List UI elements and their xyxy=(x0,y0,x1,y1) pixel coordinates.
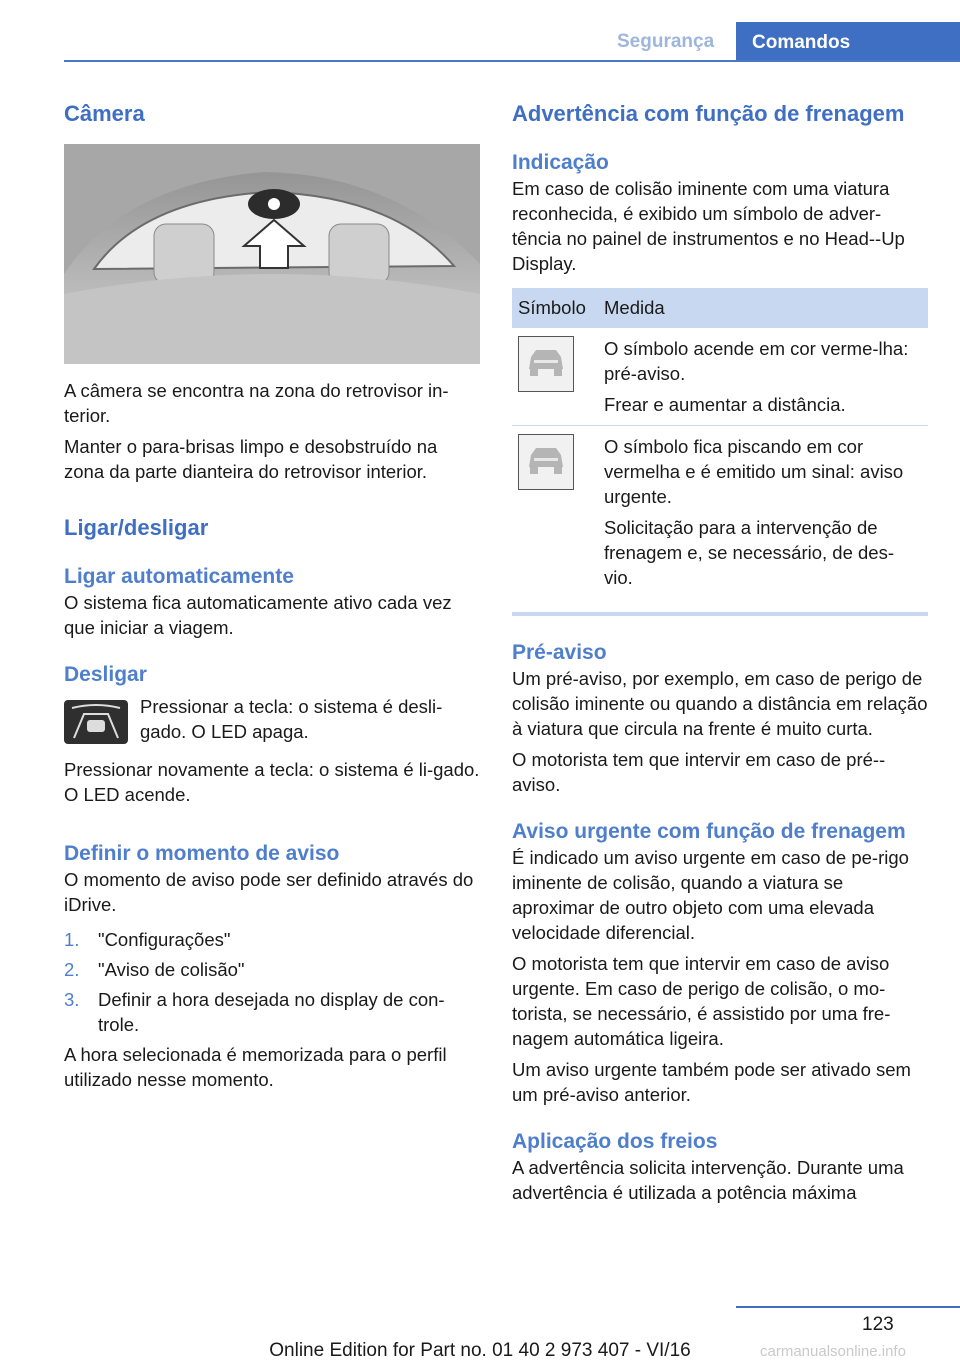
symbol-table xyxy=(512,288,928,598)
car-warning-symbol-icon xyxy=(518,336,574,392)
page-number: 123 xyxy=(862,1314,894,1335)
step-text: Definir a hora desejada no display de con-trole. xyxy=(98,989,445,1035)
collision-warning-button-icon xyxy=(64,700,128,744)
table-header-symbol: Símbolo xyxy=(512,288,598,328)
table-header-measure: Medida xyxy=(598,288,928,328)
car-warning-symbol-icon xyxy=(518,434,574,490)
table-row xyxy=(512,426,928,599)
camera-location-photo xyxy=(64,144,480,364)
step-3 xyxy=(64,987,480,1037)
urgent-warning-paragraph-2: O motorista tem que intervir em caso de aviso urgente. Em caso de perigo de colisão, o mo-torista, se necessário, é assistido por uma fre-nagem automática ligeira. xyxy=(512,953,891,1049)
auto-on-paragraph: O sistema fica automaticamente ativo cada vez que iniciar a viagem. xyxy=(64,592,452,638)
brake-warning-heading: Advertência com função de frenagem xyxy=(512,101,905,126)
table-row xyxy=(512,328,928,426)
warning-time-paragraph: O momento de aviso pode ser definido através do iDrive. xyxy=(64,869,474,915)
row2-text-a: O símbolo fica piscando em cor vermelha e é emitido um sinal: aviso urgente. xyxy=(604,436,904,507)
indication-paragraph: Em caso de colisão iminente com uma viatura reconhecida, é exibido um símbolo de adver-tência no painel de instrumentos e no Head--Up Display. xyxy=(512,178,905,274)
switch-off-paragraph-1: Pressionar a tecla: o sistema é desli-gado. O LED apaga. xyxy=(140,696,443,742)
step-1 xyxy=(64,927,480,952)
pre-warning-heading: Pré-aviso xyxy=(512,641,607,664)
table-bottom-rule xyxy=(512,612,928,616)
warning-time-heading: Definir o momento de aviso xyxy=(64,842,340,865)
on-off-heading: Ligar/desligar xyxy=(64,515,209,540)
brake-application-heading: Aplicação dos freios xyxy=(512,1130,718,1153)
header-section-label: Segurança xyxy=(617,31,715,52)
switch-off-paragraph-2: Pressionar novamente a tecla: o sistema é li-gado. O LED acende. xyxy=(64,759,480,805)
switch-off-row xyxy=(64,694,480,749)
row1-text-b: Frear e aumentar a distância. xyxy=(604,394,846,415)
urgent-warning-paragraph-3: Um aviso urgente também pode ser ativado sem um pré-aviso anterior. xyxy=(512,1059,911,1105)
footer-rule xyxy=(736,1306,960,1308)
header-chapter-tab: Comandos xyxy=(736,22,960,62)
step-2 xyxy=(64,957,480,982)
left-column xyxy=(64,100,480,1092)
urgent-warning-paragraph-1: É indicado um aviso urgente em caso de pe-rigo iminente de colisão, quando a viatura se aproximar de outro objeto com uma elevada velocidade diferencial. xyxy=(512,847,909,943)
step-number: 1. xyxy=(64,929,80,950)
indication-heading: Indicação xyxy=(512,151,609,174)
camera-heading: Câmera xyxy=(64,101,145,126)
row2-text-b: Solicitação para a intervenção de frenagem e, se necessário, de des-vio. xyxy=(604,517,894,588)
step-text: "Aviso de colisão" xyxy=(98,959,245,980)
watermark: carmanualsonline.info xyxy=(760,1343,906,1360)
warning-time-paragraph-2: A hora selecionada é memorizada para o perfil utilizado nesse momento. xyxy=(64,1044,447,1090)
table-header-row xyxy=(512,288,928,328)
pre-warning-paragraph-1: Um pré-aviso, por exemplo, em caso de perigo de colisão iminente ou quando a distância em relação à viatura que circula na frente é muito curta. xyxy=(512,668,928,739)
brake-application-paragraph: A advertência solicita intervenção. Durante uma advertência é utilizada a potência máxima xyxy=(512,1157,904,1203)
header-rule xyxy=(64,60,960,62)
car-interior-illustration xyxy=(64,144,480,364)
urgent-warning-heading: Aviso urgente com função de frenagem xyxy=(512,820,906,843)
step-number: 2. xyxy=(64,959,80,980)
camera-paragraph-1: A câmera se encontra na zona do retrovisor in-terior. xyxy=(64,380,449,426)
camera-paragraph-2: Manter o para-brisas limpo e desobstruído na zona da parte dianteira do retrovisor interior. xyxy=(64,436,438,482)
row1-text-a: O símbolo acende em cor verme-lha: pré-aviso. xyxy=(604,338,909,384)
switch-off-heading: Desligar xyxy=(64,663,147,686)
steps-list xyxy=(64,927,480,1037)
auto-on-heading: Ligar automaticamente xyxy=(64,565,294,588)
step-text: "Configurações" xyxy=(98,929,231,950)
right-column xyxy=(512,100,928,1205)
pre-warning-paragraph-2: O motorista tem que intervir em caso de pré--aviso. xyxy=(512,749,886,795)
step-number: 3. xyxy=(64,989,80,1010)
edition-line: Online Edition for Part no. 01 40 2 973 407 - VI/16 xyxy=(269,1340,691,1361)
